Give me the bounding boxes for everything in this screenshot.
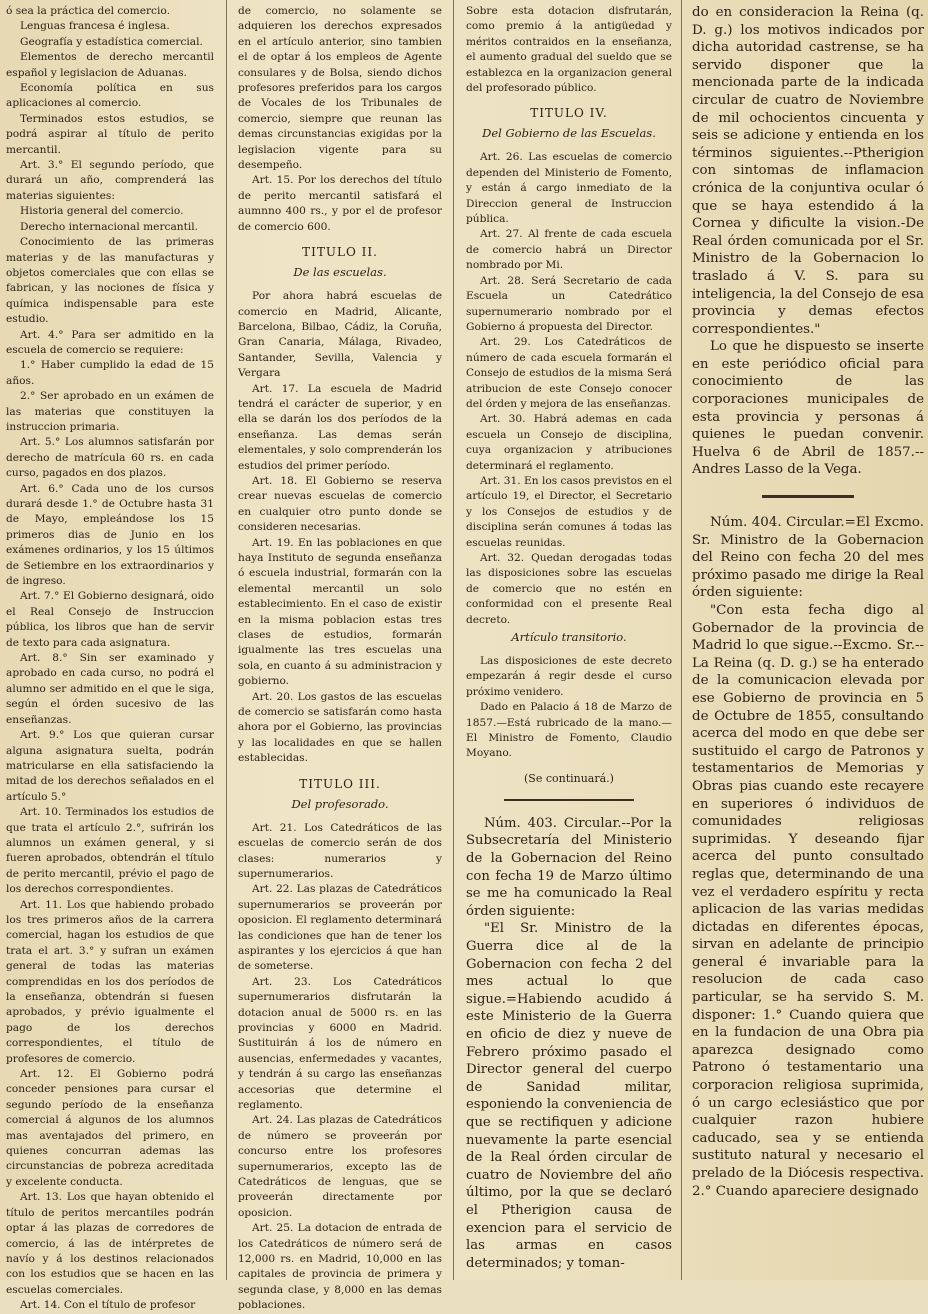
paragraph: Art. 32. Quedan derogadas todas las disposiciones sobre las escuelas de comercio que no estén en conformidad con el presente Real decreto. [466, 552, 672, 626]
paragraph: Art. 22. Las plazas de Catedráticos supernumerarios se proveerán por oposicion. El reglamento determinará las condiciones que han de tener los aspirantes y los ejercicios á que han de someterse. [238, 883, 442, 973]
column-1 [6, 4, 214, 1312]
paragraph: Art. 7.° El Gobierno designará, oido el Real Consejo de Instruccion pública, los libros que han de servir de texto para cada asignatura. [6, 590, 214, 649]
paragraph: "Con esta fecha digo al Gobernador de la provincia de Madrid lo que sigue.--Excmo. Sr.--La Reina (q. D. g.) se ha enterado de la comunicacion elevada por ese Gobierno de provincia en 5 de Octubre de 1855, consultando acerca del modo en que debe ser sustituido el cargo de Patronos y testamentarios de Memorias y Obras pias cuando este recayere en superiores ó individuos de comunidades religiosas suprimidas. Y deseando fijar acerca del punto consultado reglas que, determinando de una vez el verdadero espíritu y recta aplicacion de las varias medidas dictadas en diferentes épocas, sirvan en adelante de principio general é invariable para la resolucion de cada caso particular, se ha servido S. M. disponer: 1.° Cuando quiera que en la fundacion de una Obra pia aparezca designado como Patrono ó testamentario una corporacion religiosa suprimida, ó un cargo eclesiástico que por cualquier razon hubiere caducado, sea y se entienda sustituto natural y necesario el prelado de la Diócesis respectiva. 2.° Cuando apareciere designado [692, 603, 924, 1199]
paragraph: Por ahora habrá escuelas de comercio en Madrid, Alicante, Barcelona, Bilbao, Cádiz, la Coruña, Gran Canaria, Málaga, Rivadeo, Santander, Sevilla, Valencia y Vergara [238, 290, 442, 380]
paragraph: Art. 25. La dotacion de entrada de los Catedráticos de número será de 12,000 rs. en Madrid, 10,000 en las capitales de provincia de primera y segunda clase, y 8,000 en las demas poblaciones. [238, 1222, 442, 1312]
paragraph: Art. 29. Los Catedráticos de número de cada escuela formarán el Consejo de estudios de la misma Será atribucion de este Consejo conocer del órden y mejora de las enseñanzas. [466, 336, 672, 410]
paragraph: Art. 20. Los gastos de las escuelas de comercio se satisfarán como hasta ahora por el Gobierno, las provincias y las localidades en que se hallen establecidas. [238, 690, 442, 765]
section-title: TITULO II. [302, 245, 378, 260]
section-subtitle: Artículo transitorio. [511, 630, 627, 645]
paragraph: 2.° Ser aprobado en un exámen de las materias que constituyen la instruccion primaria. [6, 390, 214, 433]
section-subtitle: Del profesorado. [291, 796, 389, 811]
paragraph: Economía política en sus aplicaciones al comercio. [6, 82, 214, 110]
paragraph: Art. 28. Será Secretario de cada Escuela un Catedrático supernumerario nombrado por el Gobierno á propuesta del Director. [466, 274, 672, 333]
column-rule [226, 0, 227, 1280]
paragraph: ó sea la práctica del comercio. [6, 5, 170, 17]
paragraph: Art. 6.° Cada uno de los cursos durará desde 1.° de Octubre hasta 31 de Mayo, empleándose los 15 primeros dias de Junio en los exámenes ordinarios, y los 15 últimos de Setiembre en los extraordinarios y de ingreso. [6, 482, 214, 588]
paragraph: Sobre esta dotacion disfrutarán, como premio á la antigüedad y méritos contraidos en la enseñanza, el aumento gradual del sueldo que se establezca en la organizacion general del profesorado público. [466, 5, 672, 95]
paragraph: Dado en Palacio á 18 de Marzo de 1857.—Está rubricado de la mano.—El Ministro de Fomento, Claudio Moyano. [466, 701, 672, 760]
column-3 [466, 4, 672, 1280]
paragraph: Art. 26. Las escuelas de comercio dependen del Ministerio de Fomento, y están á cargo inmediato de la Direccion general de Instruccion pública. [466, 151, 672, 226]
continued-note: (Se continuará.) [524, 771, 614, 785]
paragraph: Art. 9.° Los que quieran cursar alguna asignatura suelta, podrán matricularse en ella satisfaciendo la mitad de los derechos señalados en el artículo 5.° [6, 729, 214, 803]
paragraph: Art. 12. El Gobierno podrá conceder pensiones para cursar el segundo período de la enseñanza comercial á algunos de los alumnos mas aventajados del primero, en quienes concurran ademas las circunstancias de pobreza acreditada y excelente conducta. [6, 1068, 214, 1188]
paragraph: 1.° Haber cumplido la edad de 15 años. [6, 359, 214, 387]
paragraph: Art. 18. El Gobierno se reserva crear nuevas escuelas de comercio en cualquier otro punto donde se consideren necesarias. [238, 474, 442, 534]
paragraph: Art. 31. En los casos previstos en el artículo 19, el Director, el Secretario y los Consejos de estudios y de disciplina serán comunes á todas las escuelas reunidas. [466, 474, 672, 549]
paragraph: Art. 19. En las poblaciones en que haya Instituto de segunda enseñanza ó escuela industrial, formarán con la elemental mercantil un solo establecimiento. En el caso de existir en la misma poblacion estas tres clases de estudios, formarán igualmente las tres escuelas una sola, en cuanto á su administracion y gobierno. [238, 536, 442, 688]
paragraph: Terminados estos estudios, se podrá aspirar al título de perito mercantil. [6, 112, 214, 156]
section-separator [762, 495, 854, 498]
paragraph: Art. 17. La escuela de Madrid tendrá el carácter de superior, y en ella se darán los dos períodos de la enseñanza. Las demas serán elementales, y solo comprenderán los estudios del primer período. [238, 382, 442, 472]
paragraph: Art. 8.° Sin ser examinado y aprobado en cada curso, no podrá el alumno ser admitido en el que le siga, según el órden sucesivo de las enseñanzas. [6, 652, 214, 726]
paragraph: Art. 14. Con el título de profesor [20, 1299, 196, 1312]
paragraph: Art. 21. Los Catedráticos de las escuelas de comercio serán de dos clases: numerarios y supernumerarios. [238, 821, 442, 880]
paragraph: Art. 24. Las plazas de Catedráticos de número se proveerán por concurso entre los profesores supernumerarios, excepto las de Catedráticos de lenguas, que se proveerán directamente por oposicion. [238, 1114, 442, 1219]
paragraph: Art. 11. Los que habiendo probado los tres primeros años de la carrera comercial, hagan los estudios de que trata el art. 3.° y sufran un exámen general de todas las materias comprendidas en los dos períodos de la enseñanza, obtendrán si fuesen aprobados, y prévio igualmente el pago de los derechos correspondientes, el título de profesores de comercio. [6, 898, 214, 1065]
column-4 [692, 4, 924, 1280]
paragraph: Art. 5.° Los alumnos satisfarán por derecho de matrícula 60 rs. en cada curso, pagados en dos plazos. [6, 436, 214, 480]
column-2 [238, 4, 442, 1312]
paragraph: Geografía y estadística comercial. [20, 35, 203, 48]
paragraph: Historia general del comercio. [20, 205, 184, 218]
paragraph: Art. 13. Los que hayan obtenido el título de peritos mercantiles podrán optar á las plazas de corredores de comercio, á las de intérpretes de navío y á los destinos relacionados con los estudios que se hacen en las escuelas comerciales. [6, 1191, 214, 1296]
paragraph: Art. 15. Por los derechos del título de perito mercantil satisfará el aumnno 400 rs., y por el de profesor de comercio 600. [238, 174, 442, 233]
paragraph: Art. 10. Terminados los estudios de que trata el artículo 2.°, sufrirán los alumnos un exámen general, y si fueren aprobados, obtendrán el título de perito mercantil, prévio el pago de los derechos correspondientes. [6, 806, 214, 896]
section-title: TITULO IV. [530, 106, 608, 121]
column-rule [681, 0, 682, 1280]
paragraph: "El Sr. Ministro de la Guerra dice al de la Gobernacion con fecha 2 del mes actual lo que sigue.=Habiendo acudido á este Ministerio de la Guerra en oficio de diez y nueve de Febrero próximo pasado el Director general del cuerpo de Sanidad militar, esponiendo la conveniencia de que se rectifiquen y adicione nuevamente la parte esencial de la Real órden circular de cuatro de Noviembre del año último, por la que se declaró el Ptherigion causa de exencion para el servicio de las armas en casos determinados; y toman- [466, 921, 672, 1271]
paragraph: Art. 30. Habrá ademas en cada escuela un Consejo de disciplina, cuya organizacion y atribuciones determinará el reglamento. [466, 413, 672, 472]
paragraph: Conocimiento de las primeras materias y de las manufacturas y objetos comerciales que con ellas se fabrican, y las nociones de física y química indispensable para este estudio. [6, 236, 214, 326]
paragraph: do en consideracion la Reina (q. D. g.) los motivos indicados por dicha autoridad castrense, se ha servido disponer que la mencionada parte de la indicada circular de cuatro de Noviembre de mil ochocientos cincuenta y seis se adicione y entienda en los términos siguientes.--Ptherigion con sintomas de inflamacion crónica de la conjuntiva ocular ó que se haya estendido á la Cornea y dificulte la vision.-De Real órden comunicada por el Sr. Ministro de la Gobernacion lo traslado á V. S. para su inteligencia, la del Consejo de esa provincia y demas efectos correspondientes." [692, 5, 924, 337]
circular-heading: Núm. 404. Circular.=El Excmo. Sr. Ministro de la Gobernacion del Reino con fecha 20 del mes próximo pasado me dirige la Real órden siguiente: [692, 515, 924, 601]
section-subtitle: De las escuelas. [293, 265, 387, 280]
paragraph: de comercio, no solamente se adquieren los derechos expresados en el artículo anterior, sino tambien el de optar á los empleos de Agente consulares y de Bolsa, siendo dichos profesores preferidos para los cargos de Vocales de los Tribunales de comercio, siempre que reunan las demas circunstancias exigidas por la legislacion vigente para su desempeño. [238, 5, 442, 172]
section-separator [504, 799, 634, 801]
paragraph: Elementos de derecho mercantil español y legislacion de Aduanas. [6, 51, 214, 79]
paragraph: Lenguas francesa é inglesa. [20, 20, 170, 33]
paragraph: Lo que he dispuesto se inserte en este periódico oficial para conocimiento de las corporaciones municipales de esta provincia y personas á quienes le puedan convenir. Huelva 6 de Abril de 1857.--Andres Lasso de la Vega. [692, 339, 924, 478]
section-subtitle: Del Gobierno de las Escuelas. [482, 126, 656, 141]
paragraph: Art. 23. Los Catedráticos supernumerarios disfrutarán la dotacion anual de 5000 rs. en las provincias y 6000 en Madrid. Sustituirán á los de número en ausencias, enfermedades y vacantes, y tendrán á su cargo las enseñanzas accesorias que determine el reglamento. [238, 975, 442, 1111]
paragraph: Art. 27. Al frente de cada escuela de comercio habrá un Director nombrado por Mi. [466, 228, 672, 272]
paragraph: Art. 4.° Para ser admitido en la escuela de comercio se requiere: [6, 328, 214, 356]
paragraph: Las disposiciones de este decreto empezarán á regir desde el curso próximo venidero. [466, 655, 672, 698]
section-title: TITULO III. [299, 776, 381, 791]
paragraph: Art. 3.° El segundo período, que durará un año, comprenderá las materias siguientes: [6, 159, 214, 202]
circular-heading: Núm. 403. Circular.--Por la Subsecretaría del Ministerio de la Gobernacion del Reino con fecha 19 de Marzo último se me ha comunicado la Real órden siguiente: [466, 815, 672, 919]
paragraph: Derecho internacional mercantil. [20, 220, 198, 233]
column-rule [453, 0, 454, 1280]
